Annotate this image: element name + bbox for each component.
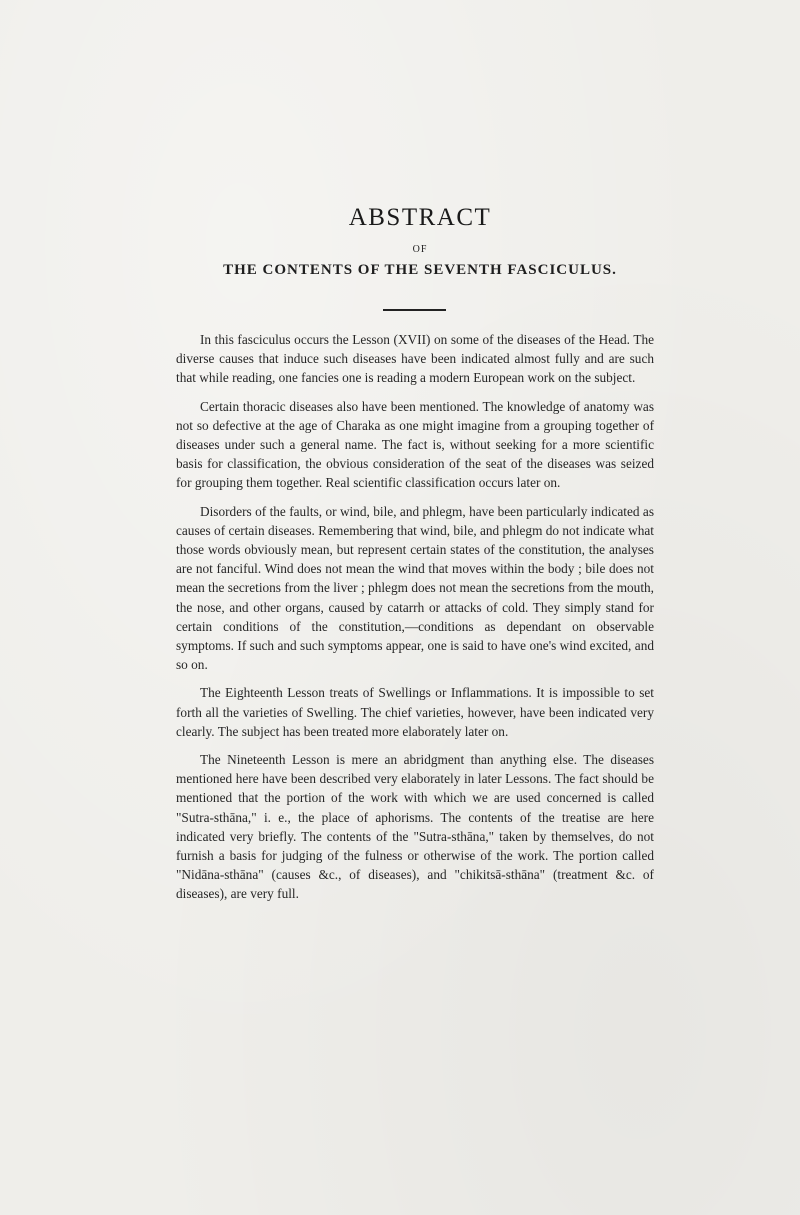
paragraph-4: The Eighteenth Lesson treats of Swellings or Inflammations. It is impossible to set forth all the varieties of Swelling. The chief varieties, however, have been indicated very clearly. The subject has been treated more elaborately later on. [176, 685, 654, 739]
title-divider [383, 309, 446, 311]
paragraph-1: In this fasciculus occurs the Lesson (XVII) on some of the diseases of the Head. The diverse causes that induce such diseases have been indicated almost fully and are such that while reading, one fancies one is reading a modern European work on the subject. [176, 332, 654, 386]
paragraph-5: The Nineteenth Lesson is mere an abridgment than anything else. The diseases mentioned here have been described very elaborately in later Lessons. The fact should be mentioned that the portion of the work with which we are used concerned is called "Sutra-sthāna," i. e., the place of aphorisms. The contents of the treatise are here indicated very briefly. The contents of the "Sutra-sthāna," taken by themselves, do not furnish a basis for judging of the fulness or otherwise of the work. The portion called "Nidāna-sthāna" (causes &c., of diseases), and "chikitsā-sthāna" (treatment &c. of diseases), are very full. [176, 752, 654, 902]
title-connector: OF [412, 244, 428, 255]
page-subtitle: THE CONTENTS OF THE SEVENTH FASCICULUS. [223, 262, 617, 278]
paragraph-3: Disorders of the faults, or wind, bile, and phlegm, have been particularly indicated as causes of certain diseases. Remembering that wind, bile, and phlegm do not indicate what those words obviously mean, but represent certain states of the constitution, the analyses are not fanciful. Wind does not mean the wind that moves within the body ; bile does not mean the secretions from the liver ; phlegm does not mean the secretions from the mouth, the nose, and other organs, caused by catarrh or attacks of cold. They simply stand for certain conditions of the constitution,—conditions as dependant on observable symptoms. If such and such symptoms appear, one is said to have one's wind excited, and so on. [176, 503, 654, 673]
paragraph-2: Certain thoracic diseases also have been mentioned. The knowledge of anatomy was not so defective at the age of Charaka as one might imagine from a grouping together of diseases under such a general name. The fact is, without seeking for a more scientific basis for classification, the obvious consideration of the seat of the diseases was seized for grouping them together. Real scientific classification occurs later on. [176, 398, 654, 491]
abstract-body [176, 330, 654, 913]
page-title: ABSTRACT [348, 204, 492, 231]
